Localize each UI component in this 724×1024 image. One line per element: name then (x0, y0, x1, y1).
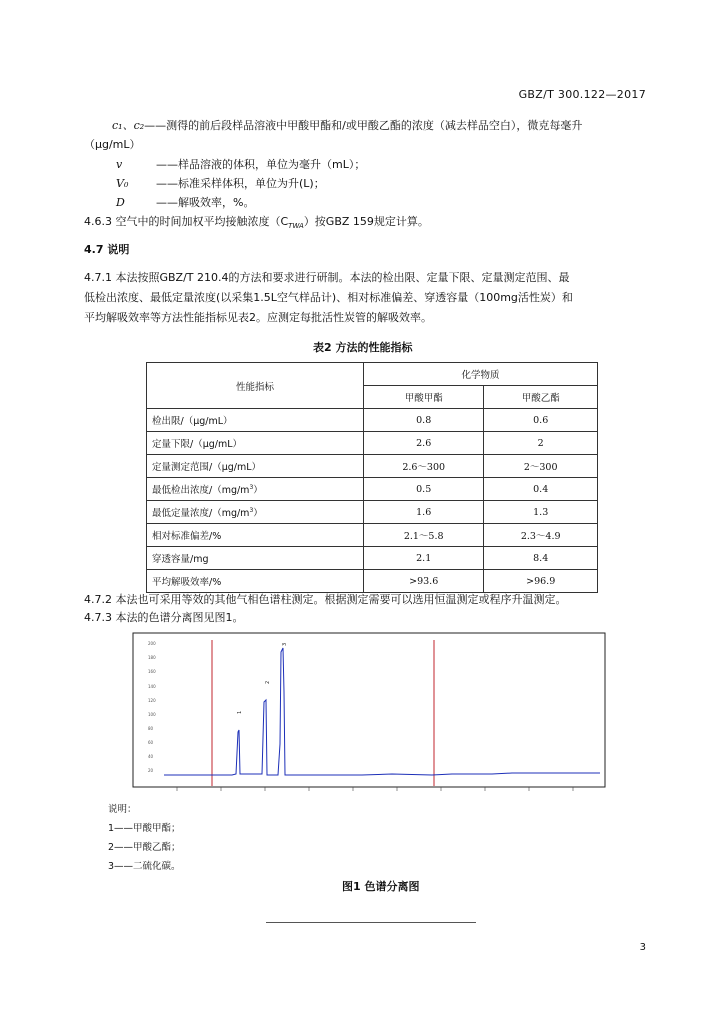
cell-value: 1.6 (364, 501, 484, 524)
notes-title: 说明： (108, 804, 137, 815)
footer-rule (266, 922, 476, 923)
row-label: 定量测定范围/（μg/mL） (147, 455, 364, 478)
chromatogram (132, 632, 606, 796)
cell-value: 2.1 (364, 547, 484, 570)
row-label: 最低检出浓度$/(mg/m^3)$ (147, 478, 364, 501)
peak-label-1: 1 (237, 710, 243, 714)
table-row (147, 409, 598, 432)
cell-value: >96.9 (484, 570, 598, 593)
table-row (147, 547, 598, 570)
definition-v0: V₀ ——标准采样体积，单位为升(L)； (116, 177, 325, 190)
cell-value: 2.6 (364, 432, 484, 455)
cell-value: 0.4 (484, 478, 598, 501)
cell-value: 2～300 (484, 455, 598, 478)
y-tick-label: 20 (148, 768, 154, 773)
cell-value: 2.1～5.8 (364, 524, 484, 547)
definition-v: v ——样品溶液的体积，单位为毫升（mL）； (116, 158, 366, 171)
header-ethyl-formate: 甲酸乙酯 (484, 386, 598, 409)
header-indicator: 性能指标 (147, 363, 364, 409)
table-row (147, 432, 598, 455)
section-4-7-1-line-3: 平均解吸效率等方法性能指标见表2。应测定每批活性炭管的解吸效率。 (84, 311, 432, 324)
definition-c1c2: c₁、c₂——测得的前后段样品溶液中甲酸甲酯和/或甲酸乙酯的浓度（减去样品空白），微克每毫升 (112, 119, 583, 132)
note-item: 1——甲酸甲酯； (108, 823, 181, 834)
row-label: 穿透容量/mg (147, 547, 364, 570)
note-item: 2——甲酸乙酯； (108, 842, 181, 853)
y-tick-label: 180 (148, 655, 156, 660)
section-4-7-heading: 4.7 说明 (84, 243, 130, 256)
section-4-7-3: 4.7.3 本法的色谱分离图见图1。 (84, 611, 244, 624)
cell-value: >93.6 (364, 570, 484, 593)
y-tick-label: 160 (148, 669, 156, 674)
row-label: 平均解吸效率/% (147, 570, 364, 593)
y-tick-label: 120 (148, 698, 156, 703)
y-tick-label: 40 (148, 754, 154, 759)
table-caption: 表2 方法的性能指标 (313, 341, 413, 354)
table-row (147, 478, 598, 501)
table-row (147, 524, 598, 547)
performance-table (146, 362, 598, 593)
cell-value: 0.6 (484, 409, 598, 432)
y-tick-label: 60 (148, 740, 154, 745)
header-methyl-formate: 甲酸甲酯 (364, 386, 484, 409)
peak-label-2: 2 (265, 680, 271, 684)
y-tick-label: 80 (148, 726, 154, 731)
section-4-7-2: 4.7.2 本法也可采用等效的其他气相色谱柱测定。根据测定需要可以选用恒温测定或程序升温测定。 (84, 593, 567, 606)
peak-label-3: 3 (282, 642, 288, 646)
y-tick-label: 140 (148, 684, 156, 689)
row-label: 检出限/（μg/mL） (147, 409, 364, 432)
cell-value: 2 (484, 432, 598, 455)
cell-value: 0.8 (364, 409, 484, 432)
row-label: 相对标准偏差/% (147, 524, 364, 547)
table-row (147, 570, 598, 593)
section-4-7-1-line-1: 4.7.1 本法按照GBZ/T 210.4的方法和要求进行研制。本法的检出限、定量下限、定量测定范围、最 (84, 271, 570, 284)
row-label: 最低定量浓度$/(mg/m^3)$ (147, 501, 364, 524)
figure-caption: 图1 色谱分离图 (342, 880, 420, 893)
table-header-row (147, 363, 598, 386)
cell-value: 8.4 (484, 547, 598, 570)
cell-value: 2.6～300 (364, 455, 484, 478)
y-tick-label: 200 (148, 641, 156, 646)
cell-value: 2.3～4.9 (484, 524, 598, 547)
definition-c1c2-unit: （μg/mL） (84, 138, 141, 151)
standard-header: GBZ/T 300.122—2017 (518, 88, 646, 101)
table-row (147, 455, 598, 478)
note-item: 3——二硫化碳。 (108, 861, 181, 872)
definition-d: D ——解吸效率，%。 (116, 196, 255, 209)
chromatogram-frame (133, 633, 605, 787)
cell-value: 1.3 (484, 501, 598, 524)
section-4-6-3: 4.6.3 空气中的时间加权平均接触浓度$(C_{TWA})$按GBZ 159规定计算。 (84, 215, 429, 231)
table-row (147, 501, 598, 524)
row-label: 定量下限/（μg/mL） (147, 432, 364, 455)
section-4-7-1-line-2: 低检出浓度、最低定量浓度(以采集1.5L空气样品计)、相对标准偏差、穿透容量（100mg活性炭）和 (84, 291, 573, 304)
cell-value: 0.5 (364, 478, 484, 501)
header-chemicals: 化学物质 (364, 363, 598, 386)
y-tick-label: 100 (148, 712, 156, 717)
x-axis-ticks (177, 787, 573, 791)
figure-notes (108, 800, 181, 876)
page-number: 3 (639, 942, 646, 953)
